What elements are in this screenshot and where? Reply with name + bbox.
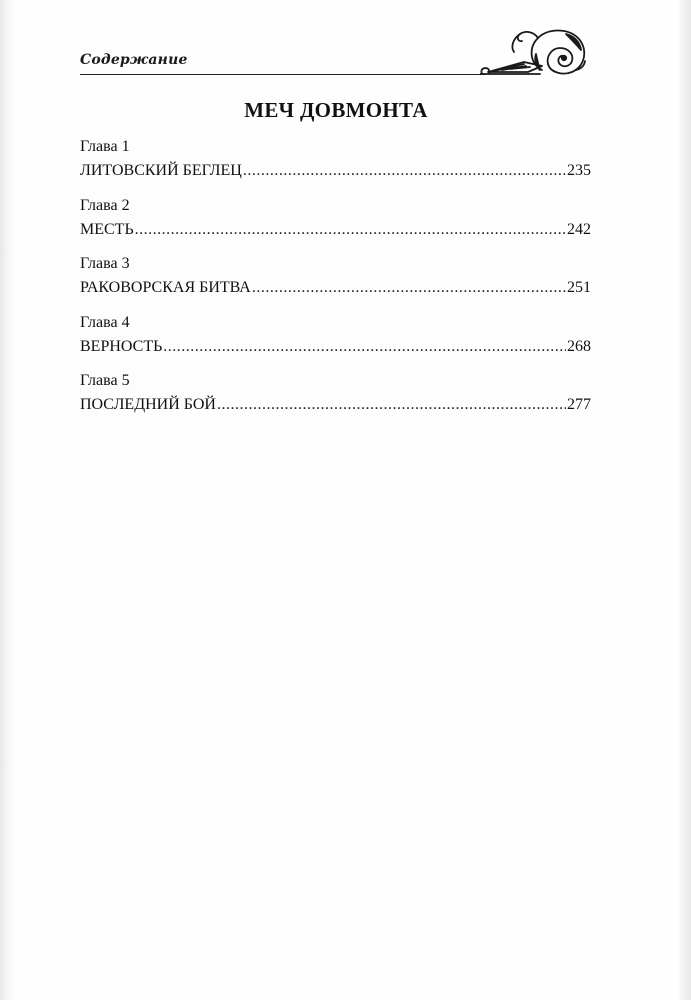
dot-leader xyxy=(252,278,566,298)
page-number: 268 xyxy=(567,337,591,355)
dot-leader xyxy=(217,395,566,415)
chapter-title: ПОСЛЕДНИЙ БОЙ xyxy=(80,396,216,413)
dot-leader xyxy=(243,161,566,181)
chapter-title: ВЕРНОСТЬ xyxy=(80,337,163,355)
chapter-title: МЕСТЬ xyxy=(80,220,134,238)
chapter-label: Глава 2 xyxy=(80,196,130,214)
toc-entry-5 xyxy=(80,371,591,430)
toc-line[interactable] xyxy=(80,220,591,240)
toc-line[interactable] xyxy=(80,337,591,357)
running-head: Содержание xyxy=(80,52,188,68)
dot-leader xyxy=(135,220,566,240)
page-edge xyxy=(677,0,691,1000)
chapter-title: ЛИТОВСКИЙ БЕГЛЕЦ xyxy=(80,162,242,179)
page-number: 251 xyxy=(567,279,591,296)
book-title: МЕЧ ДОВМОНТА xyxy=(244,98,428,122)
table-of-contents xyxy=(80,137,591,430)
header-rule xyxy=(80,74,485,75)
page-number: 242 xyxy=(567,220,591,238)
chapter-title: РАКОВОРСКАЯ БИТВА xyxy=(80,279,251,296)
chapter-label: Глава 1 xyxy=(80,138,130,155)
toc-line[interactable] xyxy=(80,278,591,298)
toc-entry-1 xyxy=(80,137,591,196)
page-number: 235 xyxy=(567,162,591,179)
toc-entry-3 xyxy=(80,254,591,313)
toc-line[interactable] xyxy=(80,161,591,181)
chapter-label: Глава 4 xyxy=(80,313,130,331)
chapter-label: Глава 5 xyxy=(80,372,130,389)
page-header xyxy=(80,26,592,80)
page-number: 277 xyxy=(567,396,591,413)
toc-entry-2 xyxy=(80,196,591,255)
toc-entry-4 xyxy=(80,313,591,372)
ornament-icon xyxy=(480,26,592,80)
chapter-label: Глава 3 xyxy=(80,255,130,272)
dot-leader xyxy=(163,337,566,357)
toc-line[interactable] xyxy=(80,395,591,415)
